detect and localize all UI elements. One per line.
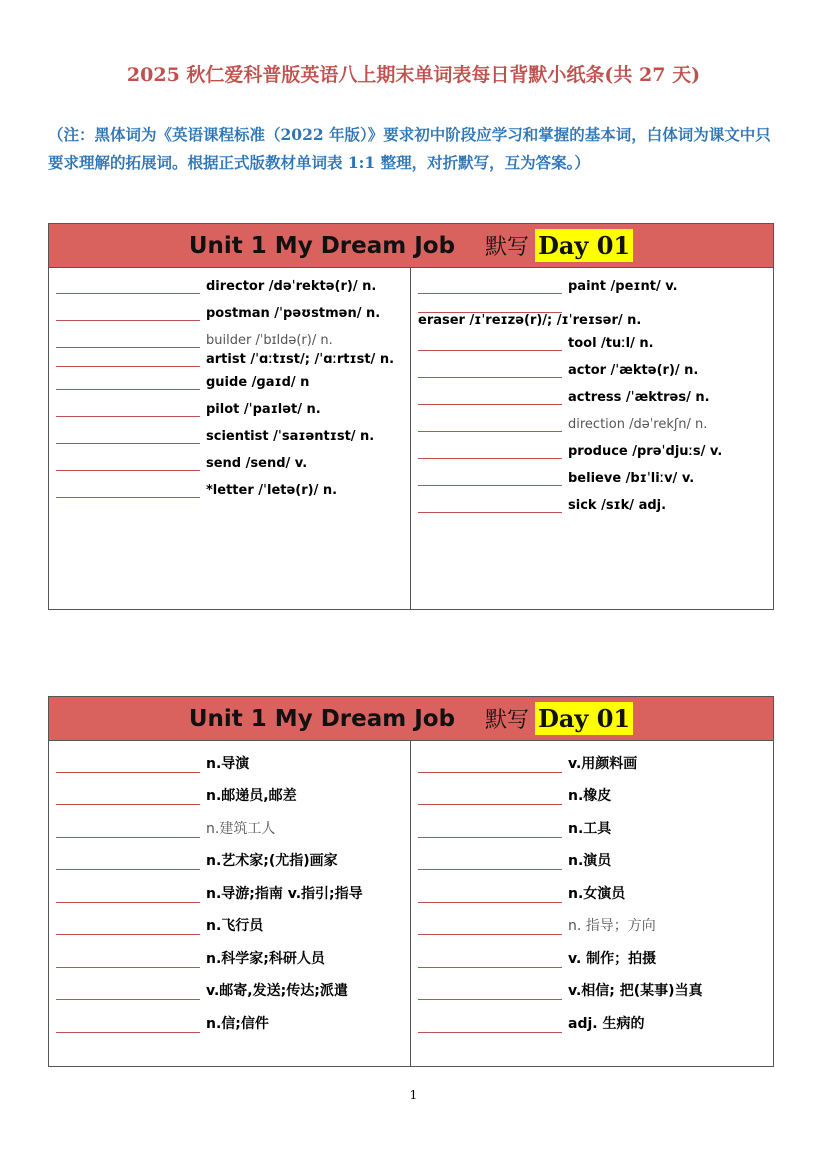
word-row [418,972,767,1005]
word-entry: n. 指导；方向 [568,918,656,934]
answer-blank[interactable] [56,855,200,870]
answer-blank[interactable] [418,985,562,1000]
word-entry: pilot /ˈpaɪlət/ n. [206,402,321,417]
answer-blank[interactable] [56,790,200,805]
meaning-column-left [49,741,411,1066]
word-entry: *letter /ˈletə(r)/ n. [206,483,338,498]
word-entry: n.女演员 [568,885,626,902]
vocab-card-english [48,223,774,610]
card-header [49,224,773,268]
word-entry: postman /ˈpəʊstmən/ n. [206,306,381,321]
word-row [56,777,404,810]
word-row [418,355,767,382]
word-row [56,842,404,875]
word-entry: v. 制作；拍摄 [568,950,657,967]
answer-blank[interactable] [418,758,562,773]
answer-blank[interactable] [56,352,200,367]
word-row [56,448,404,475]
word-entry: n.科学家;科研人员 [206,950,325,967]
word-row [418,298,767,328]
answer-blank[interactable] [418,390,562,405]
answer-blank[interactable] [418,855,562,870]
card-body [49,741,773,1066]
answer-blank[interactable] [56,429,200,444]
word-entry: n.信;信件 [206,1015,269,1032]
word-entry: n.艺术家;(尤指)画家 [206,853,338,869]
intro-note: （注：黑体词为《英语课程标准（2022 年版）》要求初中阶段应学习和掌握的基本词，白体词为课文中只要求理解的拓展词。根据正式版教材单词表 1:1 整理，对折默写，互为答案。） [48,125,771,172]
word-entry: actor /ˈæktə(r)/ n. [568,363,699,378]
answer-blank[interactable] [418,920,562,935]
word-row [418,874,767,907]
word-entry: paint /peɪnt/ v. [568,279,678,294]
answer-blank[interactable] [56,920,200,935]
card-header [49,697,773,741]
answer-blank[interactable] [56,456,200,471]
word-row [56,298,404,325]
word-row [418,409,767,436]
answer-blank[interactable] [56,1018,200,1033]
word-entry: believe /bɪˈliːv/ v. [568,471,695,486]
word-column-right [411,268,773,609]
day-badge: Day 01 [535,702,633,735]
answer-blank[interactable] [418,363,562,378]
word-row [56,907,404,940]
vocab-card-chinese [48,696,774,1067]
word-entry: actress /ˈæktrəs/ n. [568,390,710,405]
word-entry: guide /ɡaɪd/ n [206,375,310,390]
word-row [56,421,404,448]
word-row [56,939,404,972]
word-entry: n.飞行员 [206,918,264,934]
word-entry: eraser /ɪˈreɪzə(r)/; /ɪˈreɪsər/ n. [418,313,642,328]
word-entry: n.工具 [568,820,612,837]
word-entry: direction /dəˈrekʃn/ n. [568,417,708,432]
word-entry: sick /sɪk/ adj. [568,498,667,513]
word-entry: n.邮递员,邮差 [206,788,297,804]
answer-blank[interactable] [56,953,200,968]
page-number: 1 [409,1088,418,1102]
word-row [56,367,404,394]
word-entry: v.用颜料画 [568,755,638,772]
answer-blank[interactable] [418,953,562,968]
word-entry: n.演员 [568,853,612,869]
word-entry: n.建筑工人 [206,820,276,837]
answer-blank[interactable] [56,483,200,498]
word-row [56,972,404,1005]
word-row [56,1004,404,1037]
word-row [418,490,767,517]
answer-blank[interactable] [418,279,562,294]
word-row [56,271,404,298]
word-row [56,744,404,777]
word-row [418,436,767,463]
answer-blank[interactable] [418,1018,562,1033]
page-title: 2025 秋仁爱科普版英语八上期末单词表每日背默小纸条(共 27 天) [126,64,701,86]
word-row [418,907,767,940]
word-entry: n.导游;指南 v.指引;指导 [206,885,363,902]
word-entry: scientist /ˈsaɪəntɪst/ n. [206,429,375,444]
answer-blank[interactable] [56,888,200,903]
word-entry: n.导演 [206,755,250,772]
word-entry: adj. 生病的 [568,1015,645,1032]
word-row [418,777,767,810]
word-row [418,463,767,490]
word-row [418,939,767,972]
word-column-left [49,268,411,609]
answer-blank[interactable] [418,444,562,459]
answer-blank[interactable] [56,402,200,417]
answer-blank[interactable] [418,298,562,313]
dictation-label: 默写 [485,708,530,733]
word-entry: director /dəˈrektə(r)/ n. [206,279,377,294]
word-row [418,1004,767,1037]
answer-blank[interactable] [418,823,562,838]
word-row [418,744,767,777]
answer-blank[interactable] [56,306,200,321]
unit-title: Unit 1 My Dream Job [188,232,456,259]
answer-blank[interactable] [56,758,200,773]
word-row [418,809,767,842]
day-badge: Day 01 [535,229,633,262]
answer-blank[interactable] [418,336,562,351]
word-row [418,328,767,355]
word-entry: tool /tuːl/ n. [568,336,654,351]
word-entry: builder /ˈbɪldə(r)/ n. [206,333,333,348]
dictation-label: 默写 [485,235,530,260]
word-row [56,874,404,907]
answer-blank[interactable] [56,279,200,294]
word-entry: send /send/ v. [206,456,308,471]
word-row [418,842,767,875]
answer-blank[interactable] [56,375,200,390]
word-row [418,382,767,409]
word-entry: n.橡皮 [568,788,612,804]
word-row [56,394,404,421]
word-entry: v.邮寄,发送;传达;派遣 [206,983,348,999]
answer-blank[interactable] [418,888,562,903]
word-entry: v.相信; 把(某事)当真 [568,983,703,999]
word-row [56,809,404,842]
answer-blank[interactable] [56,823,200,838]
meaning-column-right [411,741,773,1066]
answer-blank[interactable] [418,471,562,486]
answer-blank[interactable] [418,790,562,805]
answer-blank[interactable] [56,333,200,348]
word-row [56,475,404,502]
card-body [49,268,773,609]
word-entry: produce /prəˈdjuːs/ v. [568,444,723,459]
answer-blank[interactable] [418,417,562,432]
word-row [56,352,404,367]
word-row [56,325,404,352]
word-entry: artist /ˈɑːtɪst/; /ˈɑːrtɪst/ n. [206,352,395,367]
answer-blank[interactable] [56,985,200,1000]
word-row [418,271,767,298]
answer-blank[interactable] [418,498,562,513]
unit-title: Unit 1 My Dream Job [188,705,456,732]
